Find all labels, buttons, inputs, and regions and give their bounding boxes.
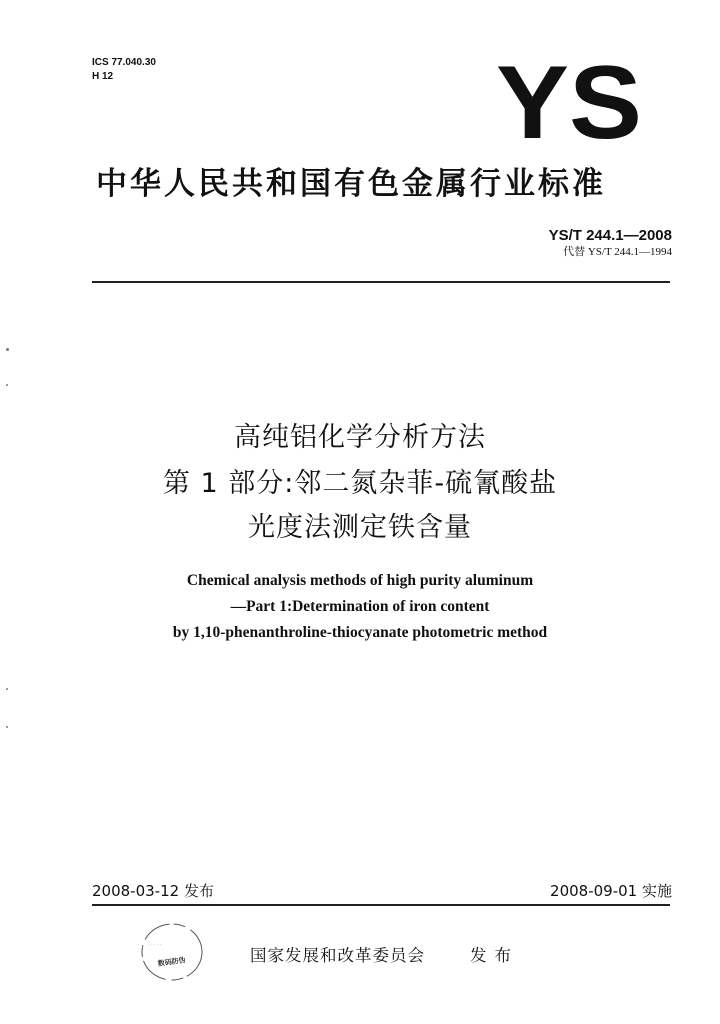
header-codes [92,56,156,84]
scan-speck [6,688,8,690]
issuer-name: 国家发展和改革委员会 [250,946,425,965]
replaces-standard: 代替 YS/T 244.1—1994 [563,246,672,258]
title-cn-line2: 第 1 部分:邻二氮杂菲-硫氰酸盐 [162,468,558,499]
scan-speck [6,348,9,351]
anti-counterfeit-stamp [136,914,208,986]
title-en-line2: —Part 1:Determination of iron content [230,598,490,615]
header-divider [92,281,670,283]
scan-speck [6,384,8,386]
implement-date: 2008-09-01 实施 [550,882,672,900]
org-title: 中华人民共和国有色金属行业标准 [96,166,606,202]
ys-logo-text: YS [496,56,642,146]
classification-code: H 12 [92,71,114,82]
scan-speck [6,726,8,728]
ics-code: ICS 77.040.30 [92,57,156,68]
footer-divider [92,904,670,906]
release-date: 2008-03-12 发布 [92,882,214,900]
svg-text:· · · ·: · · · · [150,942,162,948]
standard-number-block [549,226,672,259]
ys-logo [496,56,644,146]
title-en-line3: by 1,10-phenanthroline-thiocyanate photometric method [172,624,548,641]
stamp-text: 数码防伪 [157,956,187,968]
standard-number: YS/T 244.1—2008 [548,227,672,244]
title-en [0,568,720,646]
issue-word: 发布 [470,946,519,965]
title-en-line1: Chemical analysis methods of high purity aluminum [186,572,534,589]
title-cn-line1: 高纯铝化学分析方法 [234,422,486,453]
title-cn-line3: 光度法测定铁含量 [248,512,472,543]
